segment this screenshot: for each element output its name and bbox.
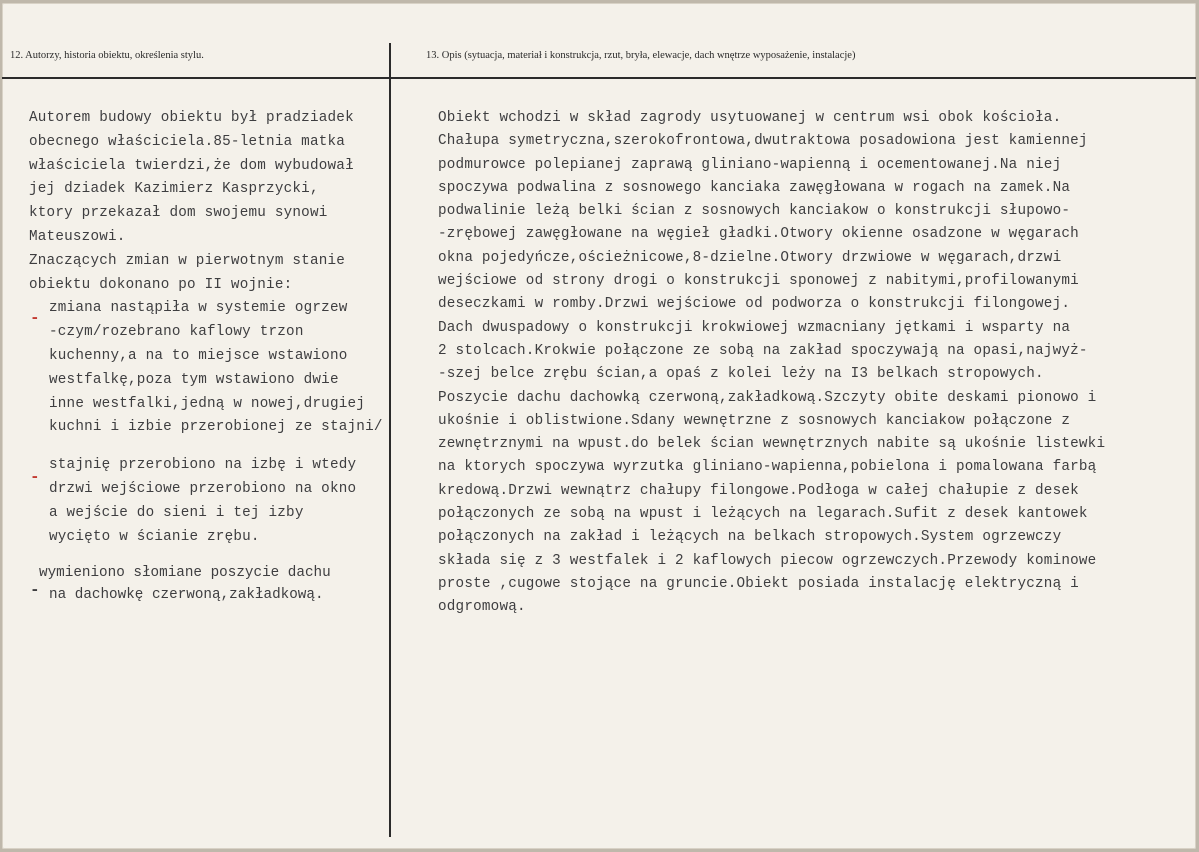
- text-line: Chałupa symetryczna,szerokofrontowa,dwutraktowa posadowiona jest kamiennej: [438, 133, 1088, 150]
- text-line: -czym/rozebrano kaflowy trzon: [49, 324, 304, 341]
- text-line: podmurowce polepianej zaprawą gliniano-wapienną i ocementowanej.Na niej: [438, 156, 1062, 173]
- column-divider: [389, 43, 391, 837]
- text-line: a wejście do sieni i tej izby: [49, 504, 304, 521]
- text-line: kredową.Drzwi wewnątrz chałupy filongowe.Podłoga w całej chałupie z desek: [438, 482, 1079, 499]
- text-line: podwalinie leżą belki ścian z sosnowych kanciakow o konstrukcji słupowo-: [438, 203, 1071, 220]
- text-line: odgromową.: [438, 599, 526, 616]
- text-line: Dach dwuspadowy o konstrukcji krokwiowej wzmacniany jętkami i wsparty na: [438, 319, 1071, 336]
- text-line: Poszycie dachu dachowką czerwoną,zakładkową.Szczyty obite deskami pionowo i: [438, 389, 1097, 406]
- text-line: okna pojedyńcze,ościeżnicowe,8-dzielne.Otwory drzwiowe w węgarach,drzwi: [438, 249, 1062, 266]
- text-line: kuchenny,a na to miejsce wstawiono: [49, 347, 348, 364]
- text-line: proste ,cugowe stojące na gruncie.Obiekt posiada instalację elektryczną i: [438, 575, 1079, 592]
- header-divider: [2, 77, 1196, 79]
- text-line: spoczywa podwalina z sosnowego kanciaka zawęgłowana w rogach na zamek.Na: [438, 179, 1071, 196]
- text-line: obecnego właściciela.85-letnia matka: [29, 133, 346, 150]
- text-line: składa się z 3 westfalek i 2 kaflowych piecow ogrzewczych.Przewody kominowe: [438, 552, 1097, 569]
- roof-change-text: [39, 562, 331, 606]
- text-line: jej dziadek Kazimierz Kasprzycki,: [29, 181, 319, 198]
- text-line: wymieniono słomiane poszycie dachu: [39, 565, 331, 581]
- text-line: zewnętrznymi na wpust.do belek ścian wewnętrznych nabite są ukośnie listewki: [438, 436, 1106, 453]
- description-text: [438, 107, 1188, 620]
- text-line: połączonych na zakład i leżących na belkach stropowych.System ogrzewczy: [438, 529, 1062, 546]
- text-line: obiektu dokonano po II wojnie:: [29, 276, 293, 293]
- red-dash-marker: -: [30, 309, 40, 327]
- text-line: drzwi wejściowe przerobiono na okno: [49, 480, 357, 497]
- authors-history-text: [29, 107, 389, 549]
- text-line: 2 stolcach.Krokwie połączone ze sobą na zakład spoczywają na opasi,najwyż-: [438, 342, 1088, 359]
- text-line: -zrębowej zawęgłowane na węgieł gładki.Otwory okienne osadzone w węgarach: [438, 226, 1079, 243]
- text-line: Mateuszowi.: [29, 228, 126, 245]
- dash-marker: -: [30, 581, 40, 599]
- text-line: kuchni i izbie przerobionej ze stajni/: [49, 419, 383, 436]
- text-line: inne westfalki,jedną w nowej,drugiej: [49, 395, 366, 412]
- text-line: zmiana nastąpiła w systemie ogrzew: [49, 300, 348, 317]
- text-line: Znaczących zmian w pierwotnym stanie: [29, 252, 346, 269]
- archive-card: [2, 3, 1196, 849]
- text-line: wejściowe od strony drogi o konstrukcji sponowej z nabitymi,profilowanymi: [438, 273, 1079, 290]
- text-line: połączonych ze sobą na wpust i leżących na legarach.Sufit z desek kantowek: [438, 506, 1088, 523]
- text-line: stajnię przerobiono na izbę i wtedy: [49, 457, 357, 474]
- text-line: ktory przekazał dom swojemu synowi: [29, 205, 328, 222]
- text-line: na dachowkę czerwoną,zakładkową.: [49, 587, 324, 603]
- red-dash-marker: -: [30, 468, 40, 486]
- text-line: -szej belce zrębu ścian,a opaś z kolei leży na I3 belkach stropowych.: [438, 366, 1044, 383]
- paragraph-gap: [29, 440, 389, 454]
- section-13-heading: 13. Opis (sytuacja, materiał i konstrukcja, rzut, bryła, elewacje, dach wnętrze wyposażenie, instalacje): [426, 50, 856, 61]
- text-line: westfalkę,poza tym wstawiono dwie: [49, 371, 339, 388]
- text-line: deseczkami w romby.Drzwi wejściowe od podworza o konstrukcji filongowej.: [438, 296, 1071, 313]
- text-line: ukośnie i oblistwione.Sdany wewnętrzne z sosnowych kanciakow połączone z: [438, 412, 1071, 429]
- text-line: właściciela twierdzi,że dom wybudował: [29, 157, 354, 174]
- text-line: na ktorych spoczywa wyrzutka gliniano-wapienna,pobielona i pomalowana farbą: [438, 459, 1097, 476]
- text-line: wycięto w ścianie zrębu.: [49, 528, 260, 545]
- section-12-heading: 12. Autorzy, historia obiektu, określenia stylu.: [10, 50, 204, 61]
- text-line: Autorem budowy obiektu był pradziadek: [29, 110, 354, 126]
- text-line: Obiekt wchodzi w skład zagrody usytuowanej w centrum wsi obok kościoła.: [438, 110, 1062, 126]
